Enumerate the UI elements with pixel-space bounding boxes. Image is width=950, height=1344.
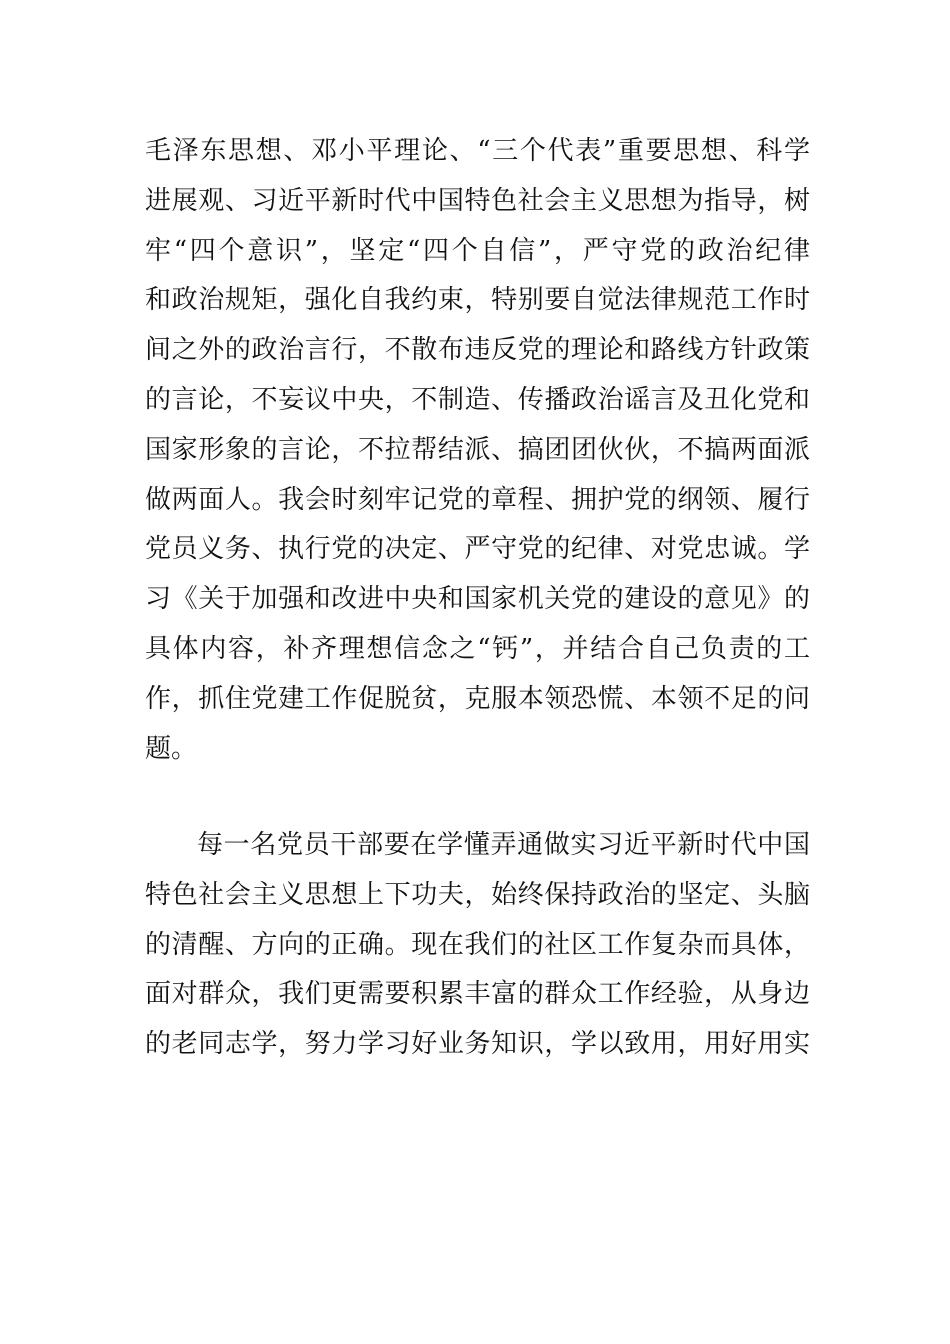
text-line: 毛泽东思想、邓小平理论、“三个代表”重要思想、科学 <box>145 136 810 166</box>
text-line: 的老同志学，努力学习好业务知识，学以致用，用好用实 <box>145 1029 810 1060</box>
text-line: 面对群众，我们更需要积累丰富的群众工作经验，从身边 <box>145 979 810 1010</box>
text-line: 进展观、习近平新时代中国特色社会主义思想为指导，树 <box>145 185 810 216</box>
text-line: 和政治规矩，强化自我约束，特别要自觉法律规范工作时 <box>145 285 810 316</box>
paragraph-2 <box>145 821 810 1070</box>
paragraph-1 <box>145 127 810 774</box>
text-line: 特色社会主义思想上下功夫，始终保持政治的坚定、头脑 <box>145 879 810 910</box>
text-line: 的清醒、方向的正确。现在我们的社区工作复杂而具体， <box>145 929 810 960</box>
text-line: 国家形象的言论，不拉帮结派、搞团团伙伙，不搞两面派 <box>145 434 810 465</box>
text-line: 习《关于加强和改进中央和国家机关党的建设的意见》的 <box>145 584 810 615</box>
text-line: 每一名党员干部要在学懂弄通做实习近平新时代中国 <box>197 830 810 860</box>
text-line: 党员义务、执行党的决定、严守党的纪律、对党忠诚。学 <box>145 534 810 565</box>
text-line: 具体内容，补齐理想信念之“钙”，并结合自己负责的工 <box>145 633 810 664</box>
text-line: 作，抓住党建工作促脱贫，克服本领恐慌、本领不足的问 <box>145 683 810 714</box>
text-line: 间之外的政治言行，不散布违反党的理论和路线方针政策 <box>145 335 810 366</box>
text-line: 题。 <box>145 733 198 764</box>
text-line: 牢“四个意识”，坚定“四个自信”，严守党的政治纪律 <box>145 235 810 266</box>
text-line: 的言论，不妄议中央，不制造、传播政治谣言及丑化党和 <box>145 384 810 415</box>
text-line: 做两面人。我会时刻牢记党的章程、拥护党的纲领、履行 <box>145 484 810 515</box>
